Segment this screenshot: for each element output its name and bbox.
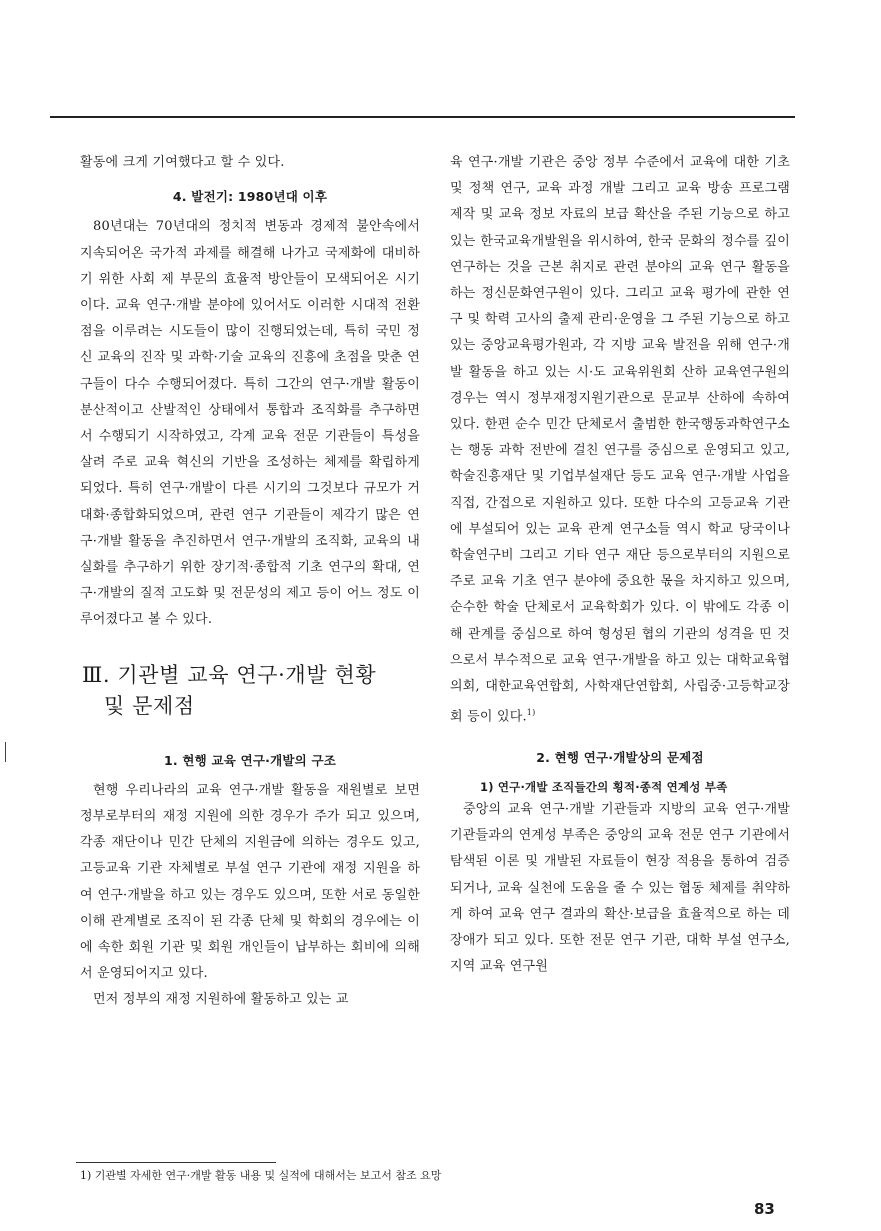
paragraph-1980s: 80년대는 70년대의 정치적 변동과 경제적 불안속에서 지속되어온 국가적 과제를 해결해 나가고 국제화에 대비하기 위한 사회 제 부문의 효율적 방안들이 모색되어온 시기이다. 교육 연구·개발 분야에 있어서도 이러한 시대적 전환점을 이루려는 시도들이 많이 진행되었는데, 특히 국민 정신 교육의 진작 및 과학·기술 교육의 진흥에 초점을 맞춘 연구들이 다수 수행되어졌다. 특히 그간의 연구·개발 활동이 분산적이고 산발적인 상태에서 통합과 조직화를 추구하면서 수행되기 시작하였고, 각계 교육 전문 기관들이 특성을 살려 주로 교육 혁신의 기반을 조성하는 체제를 확립하게 되었다. 특히 연구·개발이 다른 시기의 그것보다 규모가 거대화·종합화되었으며, 관련 연구 기관들이 제각기 많은 연구·개발 활동을 추진하면서 연구·개발의 조직화, 교육의 내실화를 추구하기 위한 장기적·종합적 기초 연구의 확대, 연구·개발의 질적 고도화 및 전문성의 제고 등이 어느 정도 이루어졌다고 볼 수 있다. xyxy=(80,219,420,628)
left-column xyxy=(80,150,420,1014)
header-rule xyxy=(50,116,795,118)
section-heading-1: 1. 현행 교육 연구·개발의 구조 xyxy=(163,752,337,768)
footnote-ref[interactable]: 1) xyxy=(526,708,536,718)
paragraph-structure: 현행 우리나라의 교육 연구·개발 활동을 재원별로 보면 정부로부터의 재정 지원에 의한 경우가 주가 되고 있으며, 각종 재단이나 민간 단체의 지원금에 의하는 경우도 있고, 고등교육 기관 자체별로 부설 연구 기관에 재정 지원을 하여 연구·개발을 하고 있는 경우도 있으며, 또한 서로 동일한 이해 관계별로 조직이 된 각종 단체 및 학회의 경우에는 이에 속한 회원 기관 및 회원 개인들이 납부하는 회비에 의해서 운영되어지고 있다. xyxy=(80,782,420,982)
paragraph-continued: 활동에 크게 기여했다고 할 수 있다. xyxy=(80,155,285,170)
right-column xyxy=(450,150,790,980)
chapter-heading xyxy=(82,660,420,722)
paragraph-institutions-wrap xyxy=(450,150,790,731)
paragraph-problems: 중앙의 교육 연구·개발 기관들과 지방의 교육 연구·개발 기관들과의 연계성 부족은 중앙의 교육 전문 연구 기관에서 탐색된 이론 및 개발된 자료들이 현장 적용을 통하여 검증되거나, 교육 실천에 도움을 줄 수 있는 협동 체제를 취약하게 하여 교육 연구 결과의 확산·보급을 효율적으로 하는 데 장애가 되고 있다. 또한 전문 연구 기관, 대학 부설 연구소, 지역 교육 연구원 xyxy=(450,802,790,975)
page-number: 83 xyxy=(754,1200,775,1218)
section-heading-2: 2. 현행 연구·개발상의 문제점 xyxy=(536,749,704,765)
footnote: 1) 기관별 자세한 연구·개발 활동 내용 및 실적에 대해서는 보고서 참조 요망 xyxy=(80,1169,442,1182)
section-heading-4: 4. 발전기: 1980년대 이후 xyxy=(172,189,328,205)
margin-mark xyxy=(5,742,6,762)
chapter-heading-line1: Ⅲ. 기관별 교육 연구·개발 현황 xyxy=(82,662,377,687)
subsection-heading-1: 1) 연구·개발 조직들간의 횡적·종적 연계성 부족 xyxy=(480,780,728,794)
footnote-rule xyxy=(76,1162,276,1163)
paragraph-institutions: 육 연구·개발 기관은 중앙 정부 수준에서 교육에 대한 기초 및 정책 연구, 교육 과정 개발 그리고 교육 방송 프로그램 제작 및 교육 정보 자료의 보급 확산을 주된 기능으로 하고 있는 한국교육개발원을 위시하여, 한국 문화의 정수를 깊이 연구하는 것을 근본 취지로 관련 분야의 교육 연구 활동을 하는 정신문화연구원이 있다. 그리고 교육 평가에 관한 연구 및 학력 고사의 출제 관리·운영을 그 주된 기능으로 하고 있는 중앙교육평가원과, 각 지방 교육 발전을 위해 연구·개발 활동을 하고 있는 시·도 교육위원회 산하 교육연구원의 경우는 역시 정부재정지원기관으로 문교부 산하에 속하여 있다. 한편 순수 민간 단체로서 출범한 한국행동과학연구소는 행동 과학 전반에 걸친 연구를 중심으로 운영되고 있고, 학술진흥재단 및 기업부설재단 등도 교육 연구·개발 사업을 직접, 간접으로 지원하고 있다. 또한 다수의 고등교육 기관에 부설되어 있는 교육 관계 연구소들 역시 학교 당국이나 학술연구비 그리고 기타 연구 재단 등으로부터의 지원으로 주로 교육 기초 연구 분야에 중요한 몫을 차지하고 있으며, 순수한 학술 단체로서 교육학회가 있다. 이 밖에도 각종 이해 관계를 중심으로 하여 형성된 협의 기관의 성격을 띤 것으로서 부수적으로 교육 연구·개발을 하고 있는 대학교육협의회, 대한교육연합회, 사학재단연합회, 사립중·고등학교장회 등이 있다. xyxy=(450,155,790,725)
chapter-heading-line2: 및 문제점 xyxy=(104,693,195,718)
paragraph-first: 먼저 정부의 재정 지원하에 활동하고 있는 교 xyxy=(93,992,349,1008)
